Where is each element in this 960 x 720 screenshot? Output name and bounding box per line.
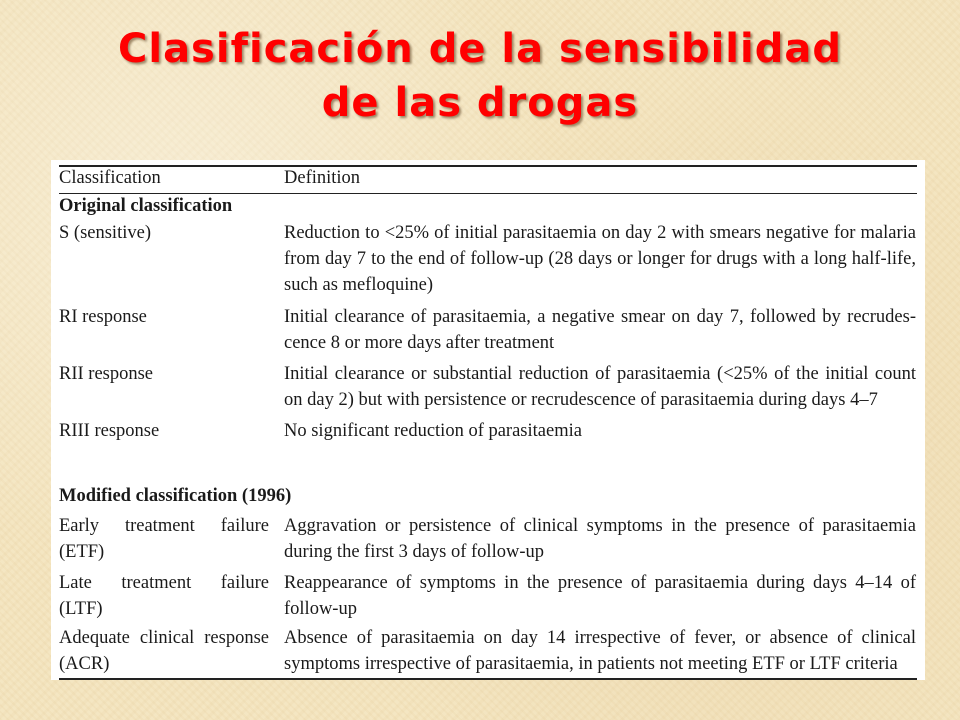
row-classification-line-2: (LTF) bbox=[59, 599, 103, 619]
row-classification bbox=[59, 570, 269, 622]
row-classification bbox=[59, 625, 269, 677]
table-bottom-rule bbox=[59, 678, 917, 680]
row-classification-line-1: Adequate clinical response bbox=[59, 628, 269, 648]
section-heading-modified-text: Modified classification (1996) bbox=[59, 486, 292, 506]
header-definition: Definition bbox=[284, 168, 361, 188]
row-definition: Initial clearance of parasitaemia, a negative smear on day 7, followed by recrudes-cence 8 or more days after treatment bbox=[284, 307, 916, 353]
row-definition: Initial clearance or substantial reduction of parasitaemia (<25% of the initial count on day 2) but with persistence or recrudescence of parasitaemia during days 4–7 bbox=[284, 364, 916, 410]
row-classification-line-2: (ETF) bbox=[59, 542, 105, 562]
slide-title-line-1: Clasificación de la sensibilidad bbox=[118, 26, 842, 72]
row-definition: No significant reduction of parasitaemia bbox=[284, 421, 582, 441]
row-classification-line-1: Early treatment failure bbox=[59, 516, 269, 536]
section-heading-original-text: Original classification bbox=[59, 196, 233, 216]
row-classification: RIII response bbox=[59, 421, 160, 441]
slide-title bbox=[0, 22, 960, 130]
slide-title-line-2: de las drogas bbox=[321, 80, 639, 126]
row-definition: Reduction to <25% of initial parasitaemia on day 2 with smears negative for malaria from day 7 to the end of follow-up (28 days or longer for drugs with a long half-life, such as mefloquine) bbox=[284, 223, 916, 295]
row-classification: RI response bbox=[59, 307, 147, 327]
row-classification-line-2: (ACR) bbox=[59, 654, 110, 674]
classification-table bbox=[51, 160, 925, 680]
row-definition: Aggravation or persistence of clinical symptoms in the presence of parasitaemia during the first 3 days of follow-up bbox=[284, 516, 916, 562]
row-classification: RII response bbox=[59, 364, 154, 384]
row-classification-line-1: Late treatment failure bbox=[59, 573, 269, 593]
row-classification: S (sensitive) bbox=[59, 223, 151, 243]
row-classification bbox=[59, 513, 269, 565]
header-classification: Classification bbox=[59, 168, 161, 188]
row-definition: Reappearance of symptoms in the presence of parasitaemia during days 4–14 of follow-up bbox=[284, 573, 916, 619]
row-definition: Absence of parasitaemia on day 14 irrespective of fever, or absence of clinical symptoms irrespective of parasitaemia, in patients not meeting ETF or LTF criteria bbox=[284, 628, 916, 674]
